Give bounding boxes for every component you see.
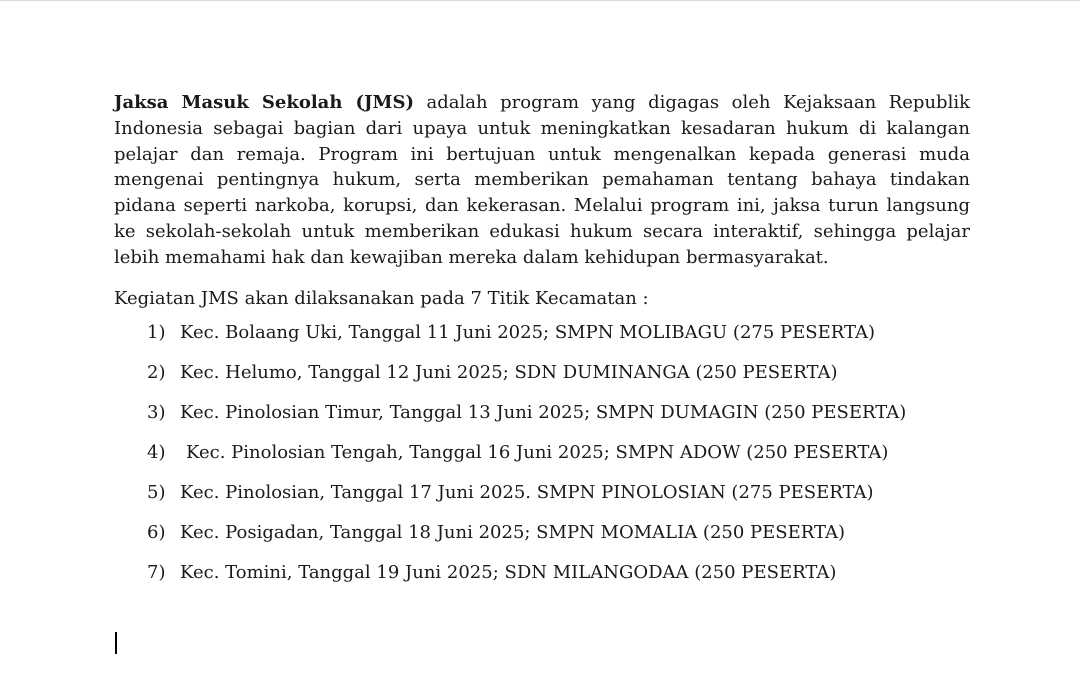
list-item-number: 1) <box>147 321 166 343</box>
list-item-text: Kec. Pinolosian Timur, Tanggal 13 Juni 2025; SMPN DUMAGIN (250 PESERTA) <box>180 401 907 423</box>
list-item-text: Kec. Helumo, Tanggal 12 Juni 2025; SDN DUMINANGA (250 PESERTA) <box>180 361 838 383</box>
list-item-text: Kec. Tomini, Tanggal 19 Juni 2025; SDN MILANGODAA (250 PESERTA) <box>180 561 837 583</box>
list-item <box>114 481 970 521</box>
list-item-number: 4) <box>147 441 166 463</box>
schedule-heading: Kegiatan JMS akan dilaksanakan pada 7 Titik Kecamatan : <box>114 287 649 309</box>
list-item <box>114 561 970 601</box>
list-item-number: 3) <box>147 401 166 423</box>
page-top-border <box>0 0 1080 1</box>
list-item <box>114 401 970 441</box>
document-body[interactable] <box>114 90 970 601</box>
list-item-text: Kec. Pinolosian Tengah, Tanggal 16 Juni 2025; SMPN ADOW (250 PESERTA) <box>186 441 889 463</box>
list-item-number: 6) <box>147 521 166 543</box>
list-item <box>114 361 970 401</box>
program-name: Jaksa Masuk Sekolah (JMS) <box>114 92 414 113</box>
program-description: adalah program yang digagas oleh Kejaksaan Republik Indonesia sebagai bagian dari upaya untuk meningkatkan kesadaran hukum di kalangan pelajar dan remaja. Program ini bertujuan untuk mengenalkan kepada generasi muda mengenai pentingnya hukum, serta memberikan pemahaman tentang bahaya tindakan pidana seperti narkoba, korupsi, dan kekerasan. Melalui program ini, jaksa turun langsung ke sekolah-sekolah untuk memberikan edukasi hukum secara interaktif, sehingga pelajar lebih memahami hak dan kewajiban mereka dalam kehidupan bermasyarakat. <box>114 92 970 268</box>
list-item <box>114 521 970 561</box>
list-item-number: 2) <box>147 361 166 383</box>
text-cursor <box>115 632 117 654</box>
list-item-text: Kec. Pinolosian, Tanggal 17 Juni 2025. SMPN PINOLOSIAN (275 PESERTA) <box>180 481 874 503</box>
list-item <box>114 441 970 481</box>
intro-paragraph[interactable] <box>114 90 970 271</box>
list-item <box>114 321 970 361</box>
schedule-list <box>114 321 970 601</box>
list-item-text: Kec. Bolaang Uki, Tanggal 11 Juni 2025; SMPN MOLIBAGU (275 PESERTA) <box>180 321 876 343</box>
list-item-text: Kec. Posigadan, Tanggal 18 Juni 2025; SMPN MOMALIA (250 PESERTA) <box>180 521 846 543</box>
list-item-number: 7) <box>147 561 166 583</box>
list-item-number: 5) <box>147 481 166 503</box>
